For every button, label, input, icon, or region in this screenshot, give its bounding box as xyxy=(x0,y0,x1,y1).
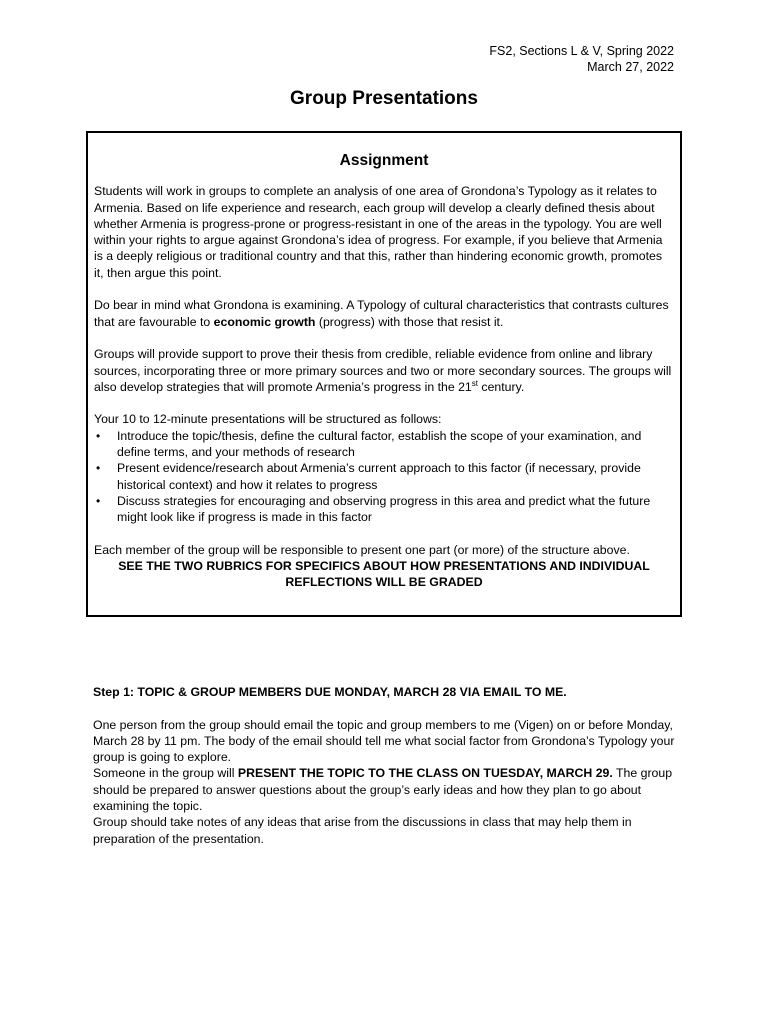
document-date: March 27, 2022 xyxy=(587,59,674,74)
document-header xyxy=(489,44,674,75)
assignment-paragraph-3-text: Groups will provide support to prove their thesis from credible, reliable evidence from online and library sources, incorporating three or more primary sources and two or more secondary sources. The groups will also develop strategies that will promote Armenia’s progress in the 21 xyxy=(94,347,672,394)
structure-list xyxy=(94,428,674,526)
rubric-note: SEE THE TWO RUBRICS FOR SPECIFICS ABOUT HOW PRESENTATIONS AND INDIVIDUAL REFLECTIONS WILL BE GRADED xyxy=(118,559,650,590)
bullet-icon: • xyxy=(96,493,101,508)
bullet-icon: • xyxy=(96,428,101,443)
bullet-icon: • xyxy=(96,461,101,476)
assignment-paragraph-2 xyxy=(94,297,674,330)
list-item-text: Discuss strategies for encouraging and observing progress in this area and predict what the future might look like if progress is made in this factor xyxy=(117,493,651,525)
step-1-paragraph-3: Group should take notes of any ideas that arise from the discussions in class that may help them in preparation of the presentation. xyxy=(93,815,632,846)
course-line: FS2, Sections L & V, Spring 2022 xyxy=(489,44,674,58)
step-1-paragraph-2-text: Someone in the group will xyxy=(93,766,238,781)
structure-intro: Your 10 to 12-minute presentations will be structured as follows: xyxy=(94,412,442,427)
assignment-box xyxy=(86,131,682,617)
list-item xyxy=(94,460,674,493)
step-1-paragraph-2 xyxy=(93,765,683,814)
list-item xyxy=(94,428,674,461)
page-title: Group Presentations xyxy=(290,88,478,109)
assignment-paragraph-2-tail: (progress) with those that resist it. xyxy=(315,314,504,329)
list-item-text: Present evidence/research about Armenia’s current approach to this factor (if necessary, provide historical context) and how it relates to progress xyxy=(117,461,641,492)
list-item-text: Introduce the topic/thesis, define the cultural factor, establish the scope of your examination, and define terms, and your methods of research xyxy=(117,428,642,460)
assignment-paragraph-3-tail: century. xyxy=(478,379,525,394)
list-item xyxy=(94,493,674,526)
step-1-paragraph-2-tail: The group should be prepared to answer questions about the group’s early ideas and how they plan to go about examining the topic. xyxy=(93,766,673,814)
step-1-paragraph-1: One person from the group should email the topic and group members to me (Vigen) on or before Monday, March 28 by 11 pm. The body of the email should tell me what social factor from Grondona’s Typology your group is going to explore. xyxy=(93,717,675,765)
ordinal-superscript: st xyxy=(471,378,478,388)
step-1-heading: Step 1: TOPIC & GROUP MEMBERS DUE MONDAY, MARCH 28 VIA EMAIL TO ME. xyxy=(93,685,567,699)
present-topic-emphasis: PRESENT THE TOPIC TO THE CLASS ON TUESDAY, MARCH 29. xyxy=(237,766,613,781)
economic-growth-emphasis: economic growth xyxy=(213,314,316,329)
assignment-paragraph-3 xyxy=(94,346,674,395)
step-1-section xyxy=(93,684,683,847)
assignment-paragraph-2-text: Do bear in mind what Grondona is examining. A Typology of cultural characteristics that contrasts cultures that are favourable to xyxy=(94,298,669,329)
assignment-heading: Assignment xyxy=(339,152,429,169)
assignment-closing: Each member of the group will be responsible to present one part (or more) of the structure above. xyxy=(94,542,630,557)
assignment-paragraph-1: Students will work in groups to complete an analysis of one area of Grondona’s Typology as it relates to Armenia. Based on life experience and research, each group will develop a clearly defined thesis about whether Armenia is progress-prone or progress-resistant in one of the areas in the typology. You are well within your rights to argue against Grondona’s idea of progress. For example, if you believe that Armenia is a deeply religious or traditional country and that this, rather than hindering economic growth, promotes it, then argue this point. xyxy=(94,184,663,280)
